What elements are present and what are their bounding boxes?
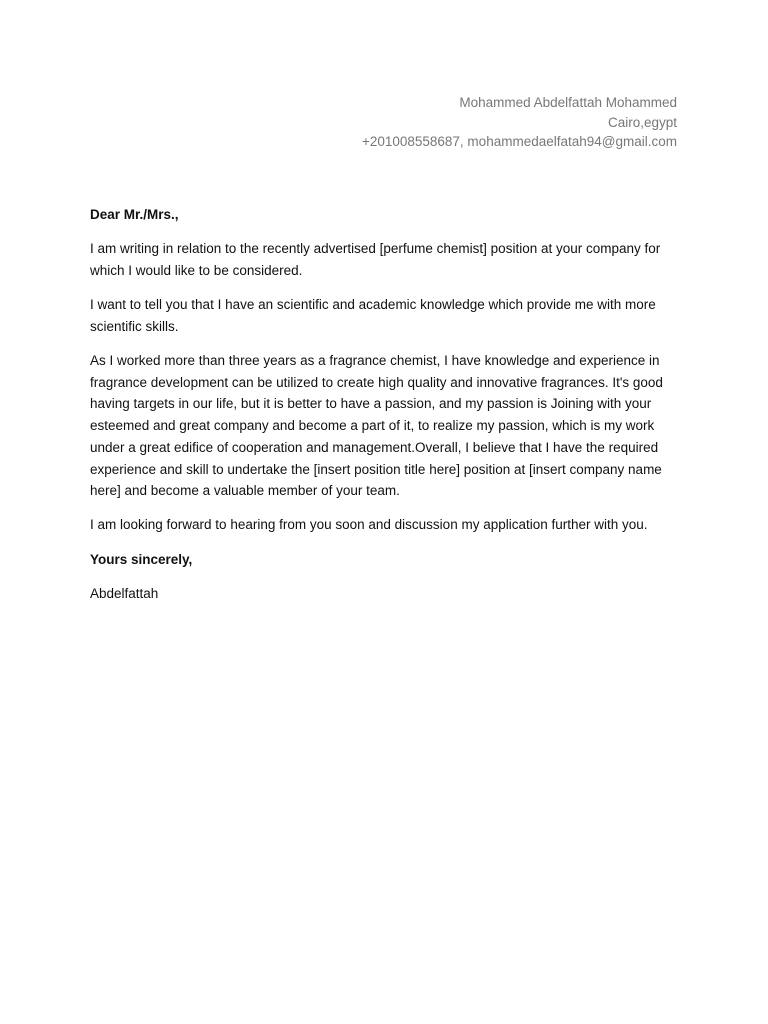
paragraph-intro: I am writing in relation to the recently advertised [perfume chemist] position at your company for which I would like to be considered. (90, 241, 661, 278)
paragraph-experience: As I worked more than three years as a fragrance chemist, I have knowledge and experience in fragrance development can be utilized to create high quality and innovative fragrances. It's good having targets in our life, but it is better to have a passion, and my passion is Joining with your esteemed and great company and become a part of it, to realize my passion, which is my work under a great edifice of cooperation and management.Overall, I believe that I have the required experience and skill to undertake the [insert position title here] position at [insert company name here] and become a valuable member of your team. (90, 353, 663, 499)
sender-contact: +201008558687, mohammedaelfatah94@gmail.com (361, 134, 677, 149)
sender-name: Mohammed Abdelfattah Mohammed (459, 95, 677, 110)
salutation: Dear Mr./Mrs., (90, 207, 179, 222)
closing: Yours sincerely, (90, 551, 193, 567)
letter-body (90, 204, 680, 617)
paragraph-closing-remark: I am looking forward to hearing from you soon and discussion my application further with you. (90, 517, 648, 533)
sender-location: Cairo,egypt (607, 114, 677, 130)
paragraph-knowledge: I want to tell you that I have an scientific and academic knowledge which provide me with more scientific skills. (90, 297, 656, 334)
signature: Abdelfattah (90, 585, 159, 601)
sender-block (362, 93, 677, 152)
